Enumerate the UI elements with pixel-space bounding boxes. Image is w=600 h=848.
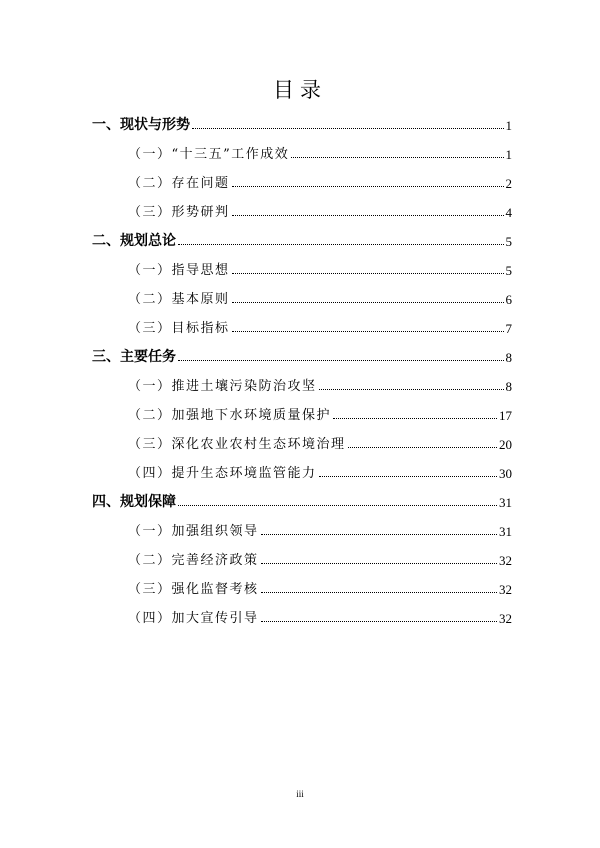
toc-entry-label: （二）存在问题 (128, 176, 230, 191)
toc-entry-page: 2 (505, 176, 512, 191)
dot-leader (261, 534, 497, 535)
dot-leader (232, 273, 504, 274)
dot-leader (232, 302, 504, 303)
toc-entry-page: 6 (505, 292, 512, 307)
toc-entry-page: 31 (499, 495, 512, 510)
dot-leader (261, 563, 497, 564)
toc-entry-4-3[interactable] (128, 576, 512, 596)
toc-entry-label: （二）加强地下水环境质量保护 (128, 408, 332, 423)
toc-entry-page: 1 (505, 147, 512, 162)
toc-entry-page: 20 (499, 437, 512, 452)
toc-entry-3-3[interactable] (128, 431, 512, 451)
toc-entry-3-2[interactable] (128, 402, 512, 422)
toc-entry-label: （一）加强组织领导 (128, 524, 259, 539)
toc-entry-section-3[interactable] (92, 344, 512, 364)
dot-leader (291, 157, 503, 158)
dot-leader (333, 418, 497, 419)
toc-entry-label: 三、主要任务 (92, 349, 176, 365)
toc-entry-label: （一）指导思想 (128, 263, 230, 278)
toc-entry-section-2[interactable] (92, 228, 512, 248)
dot-leader (232, 186, 504, 187)
toc-entry-label: （一）推进土壤污染防治攻坚 (128, 379, 317, 394)
toc-entry-1-1[interactable] (128, 141, 512, 161)
toc-entry-4-1[interactable] (128, 518, 512, 538)
toc-entry-section-4[interactable] (92, 489, 512, 509)
dot-leader (319, 389, 504, 390)
dot-leader (348, 447, 497, 448)
toc-entry-1-2[interactable] (128, 170, 512, 190)
dot-leader (178, 244, 504, 245)
toc-entry-label: （三）目标指标 (128, 321, 230, 336)
toc-entry-2-1[interactable] (128, 257, 512, 277)
toc-entry-label: （二）完善经济政策 (128, 553, 259, 568)
toc-entry-label: 一、现状与形势 (92, 117, 190, 133)
toc-entry-label: （四）加大宣传引导 (128, 611, 259, 626)
toc-entry-page: 32 (499, 553, 512, 568)
toc-entry-label: （一）“十三五”工作成效 (128, 147, 290, 162)
toc-entry-1-3[interactable] (128, 199, 512, 219)
toc-entry-4-2[interactable] (128, 547, 512, 567)
dot-leader (232, 331, 504, 332)
dot-leader (178, 360, 504, 361)
toc-entry-page: 32 (499, 582, 512, 597)
toc-entry-page: 31 (499, 524, 512, 539)
toc-entry-2-2[interactable] (128, 286, 512, 306)
page-number: iii (296, 789, 304, 799)
toc-entry-page: 5 (505, 263, 512, 278)
dot-leader (178, 505, 497, 506)
toc-entry-page: 32 (499, 611, 512, 626)
page-title: 目录 (273, 78, 327, 102)
toc-entry-section-1[interactable] (92, 112, 512, 132)
toc-entry-page: 30 (499, 466, 512, 481)
dot-leader (261, 592, 497, 593)
toc-entry-page: 8 (505, 350, 512, 365)
dot-leader (232, 215, 504, 216)
toc-entry-3-4[interactable] (128, 460, 512, 480)
toc-entry-page: 5 (505, 234, 512, 249)
toc-entry-label: （三）深化农业农村生态环境治理 (128, 437, 346, 452)
dot-leader (261, 621, 497, 622)
toc-entry-page: 7 (505, 321, 512, 336)
toc-entry-label: 二、规划总论 (92, 233, 176, 249)
toc-entry-page: 1 (505, 118, 512, 133)
dot-leader (319, 476, 497, 477)
toc-entry-label: （四）提升生态环境监管能力 (128, 466, 317, 481)
toc-entry-2-3[interactable] (128, 315, 512, 335)
toc-entry-label: （二）基本原则 (128, 292, 230, 307)
toc-entry-page: 4 (505, 205, 512, 220)
toc-entry-4-4[interactable] (128, 605, 512, 625)
dot-leader (192, 128, 504, 129)
toc-entry-label: 四、规划保障 (92, 494, 176, 510)
toc-entry-page: 17 (499, 408, 512, 423)
toc-entry-label: （三）形势研判 (128, 205, 230, 220)
toc-entry-label: （三）强化监督考核 (128, 582, 259, 597)
toc-entry-3-1[interactable] (128, 373, 512, 393)
toc-entry-page: 8 (505, 379, 512, 394)
